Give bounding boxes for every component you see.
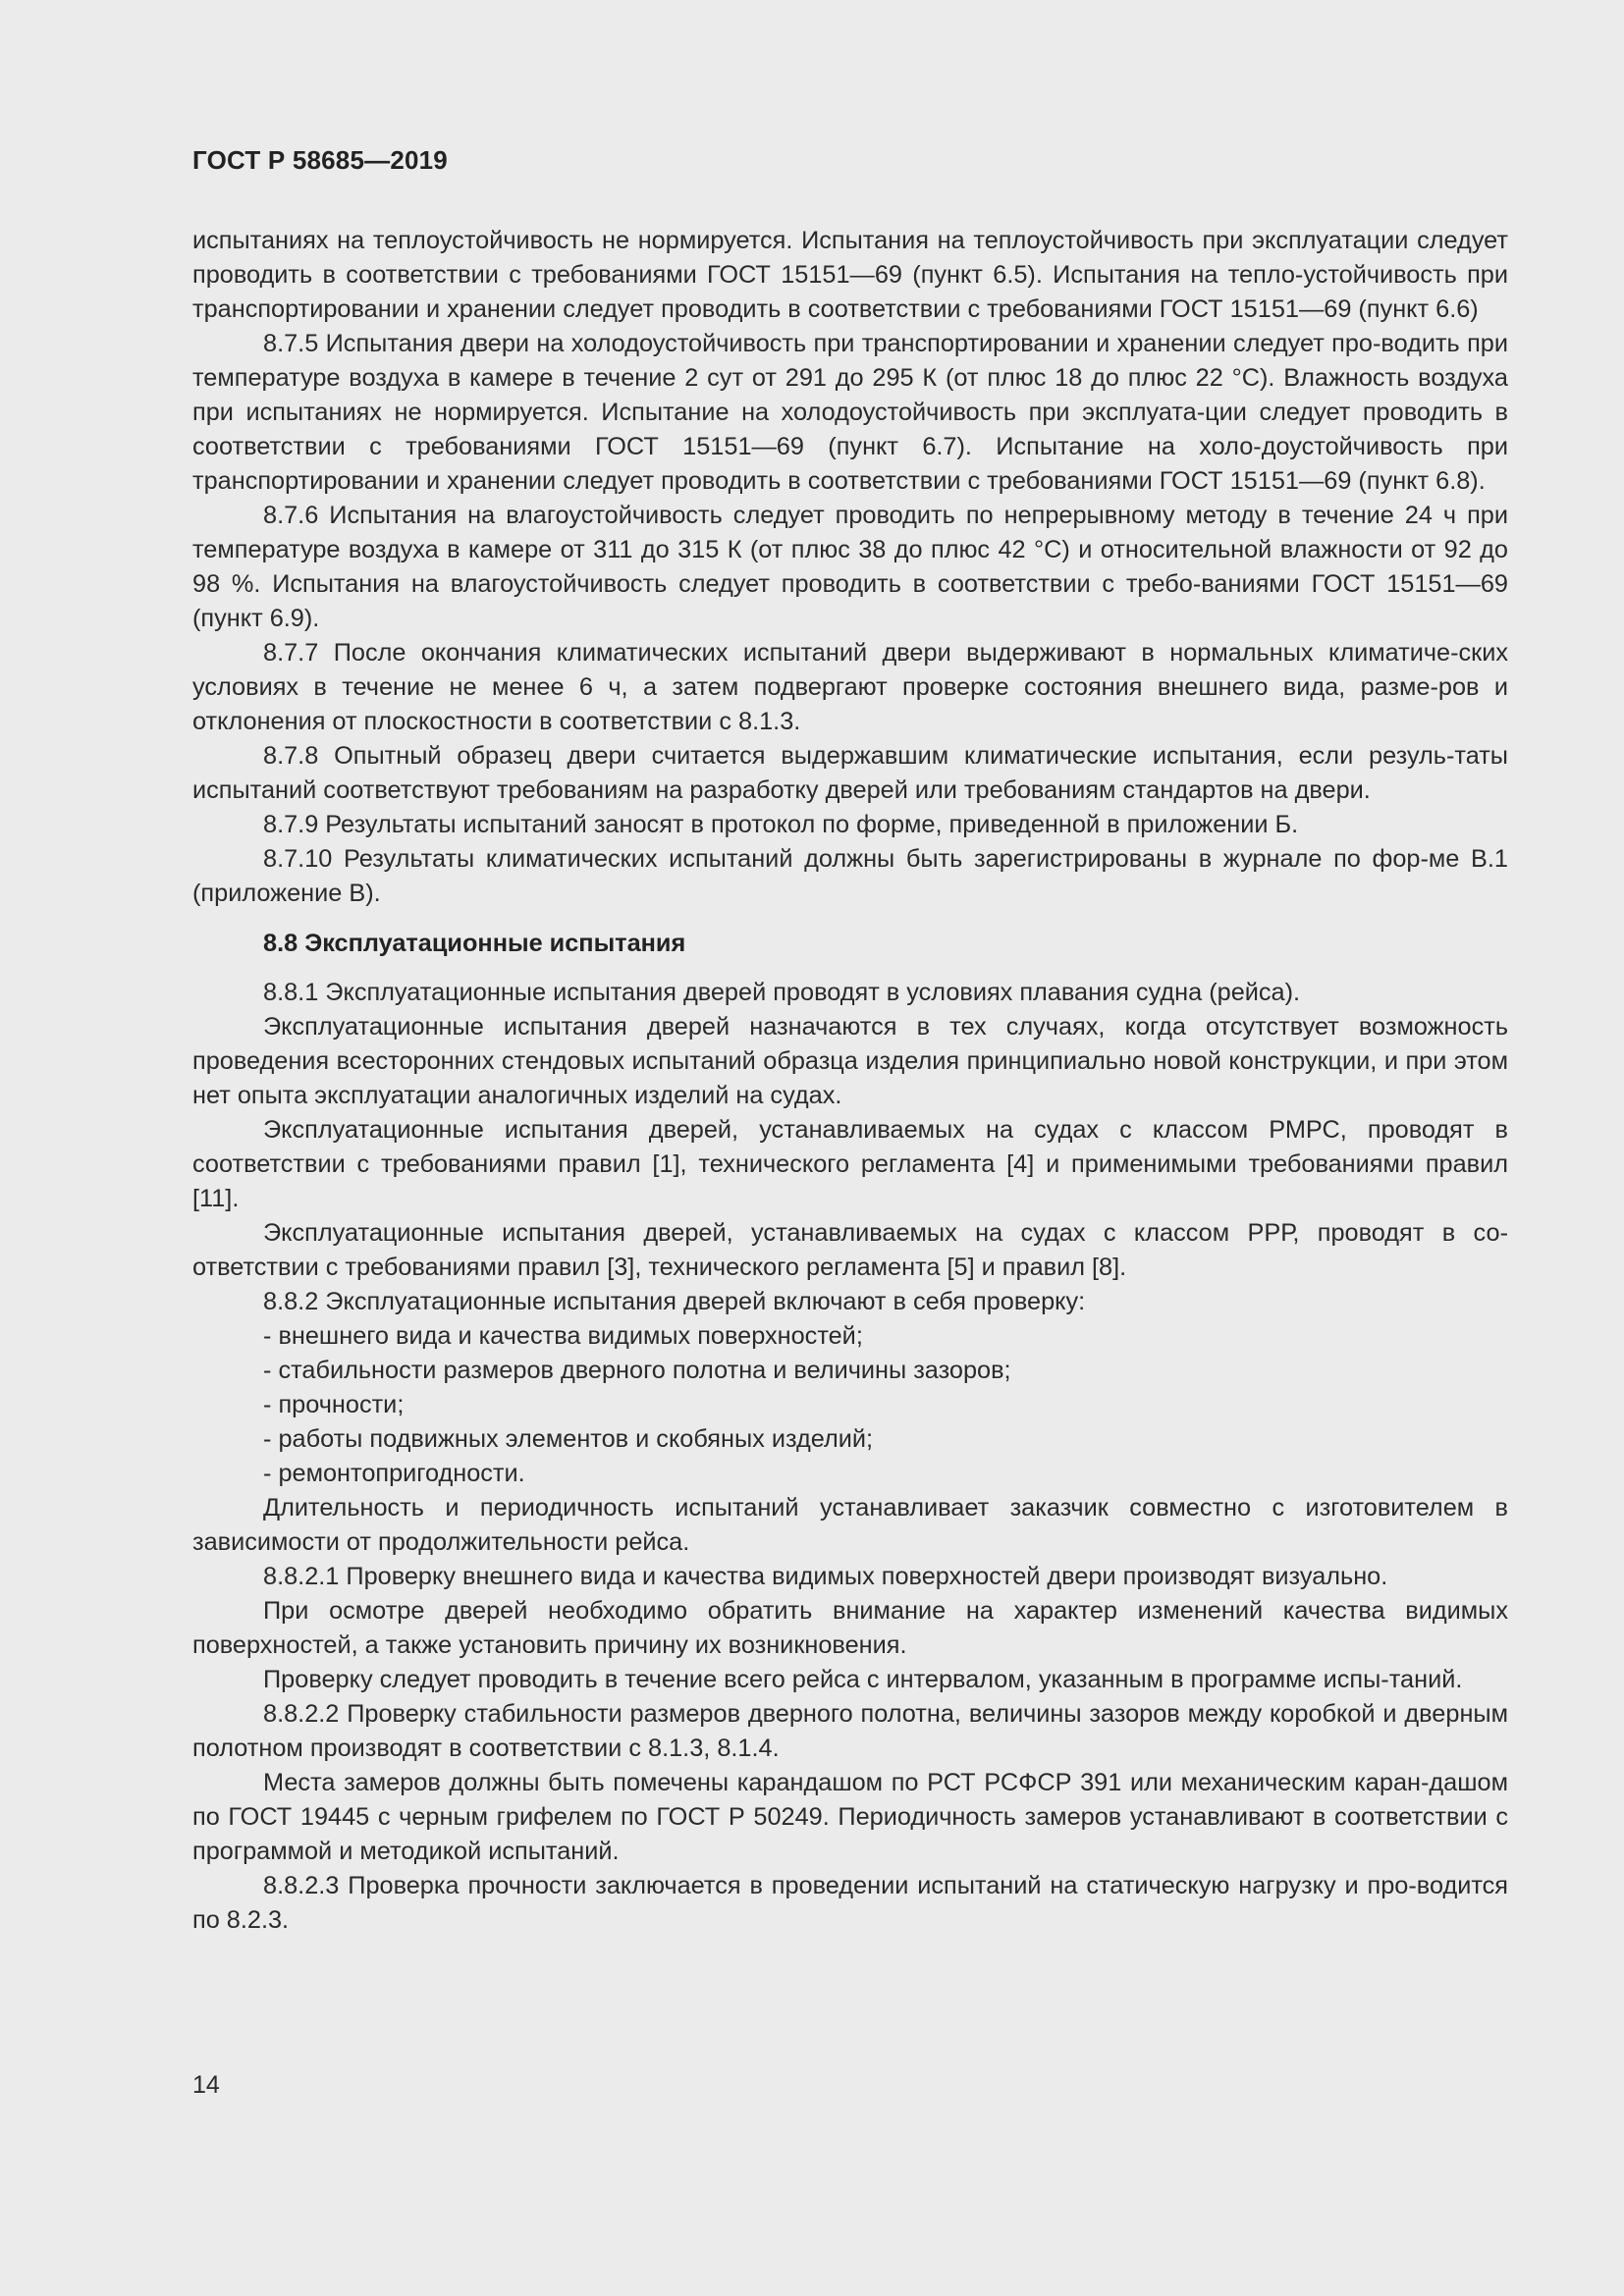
paragraph-continuation: испытаниях на теплоустойчивость не нормируется. Испытания на теплоустойчивость при эксплуатации следует проводить в соответствии с требованиями ГОСТ 15151—69 (пункт 6.5). Испытания на тепло-устойчивость при транспортировании и хранении следует проводить в соответствии с требованиями ГОСТ 15151—69 (пункт 6.6) [192,227,1508,323]
paragraph-8-8-2: 8.8.2 Эксплуатационные испытания дверей включают в себя проверку: [263,1288,1086,1315]
list-item: - прочности; [263,1391,405,1418]
paragraph-interval: Проверку следует проводить в течение всего рейса с интервалом, указанным в программе испы-таний. [263,1666,1463,1693]
paragraph-measurement-marks: Места замеров должны быть помечены карандашом по РСТ РСФСР 391 или механическим каран-дашом по ГОСТ 19445 с черным грифелем по ГОСТ Р 50249. Периодичность замеров устанавливают в соответствии с программой и методикой испытаний. [192,1769,1508,1865]
paragraph-operational-tests-purpose: Эксплуатационные испытания дверей назначаются в тех случаях, когда отсутствует возможность проведения всесторонних стендовых испытаний образца изделия принципиально новой конструкции, и при этом нет опыта эксплуатации аналогичных изделий на судах. [192,1013,1508,1109]
paragraph-inspection: При осмотре дверей необходимо обратить внимание на характер изменений качества видимых поверхностей, а также установить причину их возникновения. [192,1597,1508,1659]
paragraph-8-8-1: 8.8.1 Эксплуатационные испытания дверей проводят в условиях плавания судна (рейса). [263,979,1301,1006]
section-heading-8-8: 8.8 Эксплуатационные испытания [263,930,686,957]
paragraph-8-7-6: 8.7.6 Испытания на влагоустойчивость следует проводить по непрерывному методу в течение 24 ч при температуре воздуха в камере от 311 до 315 К (от плюс 38 до плюс 42 °С) и относительной влажности от 92 до 98 %. Испытания на влагоустойчивость следует проводить в соответствии с требо-ваниями ГОСТ 15151—69 (пункт 6.9). [192,502,1508,632]
paragraph-8-7-8: 8.7.8 Опытный образец двери считается выдержавшим климатические испытания, если резуль-таты испытаний соответствуют требованиям на разработку дверей или требованиям стандартов на двери. [192,742,1508,804]
paragraph-duration: Длительность и периодичность испытаний устанавливает заказчик совместно с изготовителем в зависимости от продолжительности рейса. [192,1494,1508,1556]
list-item: - внешнего вида и качества видимых поверхностей; [263,1322,863,1350]
paragraph-8-8-2-2: 8.8.2.2 Проверку стабильности размеров дверного полотна, величины зазоров между коробкой и дверным полотном производят в соответствии с 8.1.3, 8.1.4. [192,1700,1508,1762]
list-item: - ремонтопригодности. [263,1460,525,1487]
page-number: 14 [192,2071,220,2099]
paragraph-8-8-2-3: 8.8.2.3 Проверка прочности заключается в проведении испытаний на статическую нагрузку и про-водится по 8.2.3. [192,1872,1508,1934]
paragraph-rmrs-class: Эксплуатационные испытания дверей, устанавливаемых на судах с классом РМРС, проводят в соответствии с требованиями правил [1], технического регламента [4] и применимыми требованиями правил [11]. [192,1116,1508,1212]
paragraph-8-7-5: 8.7.5 Испытания двери на холодоустойчивость при транспортировании и хранении следует про-водить при температуре воздуха в камере в течение 2 сут от 291 до 295 К (от плюс 18 до плюс 22 °С). Влажность воздуха при испытаниях не нормируется. Испытание на холодоустойчивость при эксплуата-ции следует проводить в соответствии с требованиями ГОСТ 15151—69 (пункт 6.7). Испытание на холо-доустойчивость при транспортировании и хранении следует проводить в соответствии с требованиями ГОСТ 15151—69 (пункт 6.8). [192,330,1508,495]
paragraph-rrr-class: Эксплуатационные испытания дверей, устанавливаемых на судах с классом РРР, проводят в со-ответствии с требованиями правил [3], технического регламента [5] и правил [8]. [192,1219,1508,1281]
paragraph-8-8-2-1: 8.8.2.1 Проверку внешнего вида и качества видимых поверхностей двери производят визуально. [263,1563,1388,1590]
paragraph-8-7-7: 8.7.7 После окончания климатических испытаний двери выдерживают в нормальных климатиче-ских условиях в течение не менее 6 ч, а затем подвергают проверке состояния внешнего вида, разме-ров и отклонения от плоскостности в соответствии с 8.1.3. [192,639,1508,735]
paragraph-8-7-9: 8.7.9 Результаты испытаний заносят в протокол по форме, приведенной в приложении Б. [263,811,1299,838]
checklist [192,1319,1508,1491]
paragraph-8-7-10: 8.7.10 Результаты климатических испытаний должны быть зарегистрированы в журнале по фор-ме В.1 (приложение В). [192,845,1508,907]
document-header: ГОСТ Р 58685—2019 [192,145,448,175]
list-item: - работы подвижных элементов и скобяных изделий; [263,1425,874,1453]
list-item: - стабильности размеров дверного полотна и величины зазоров; [263,1357,1011,1384]
page-body [192,224,1508,1938]
